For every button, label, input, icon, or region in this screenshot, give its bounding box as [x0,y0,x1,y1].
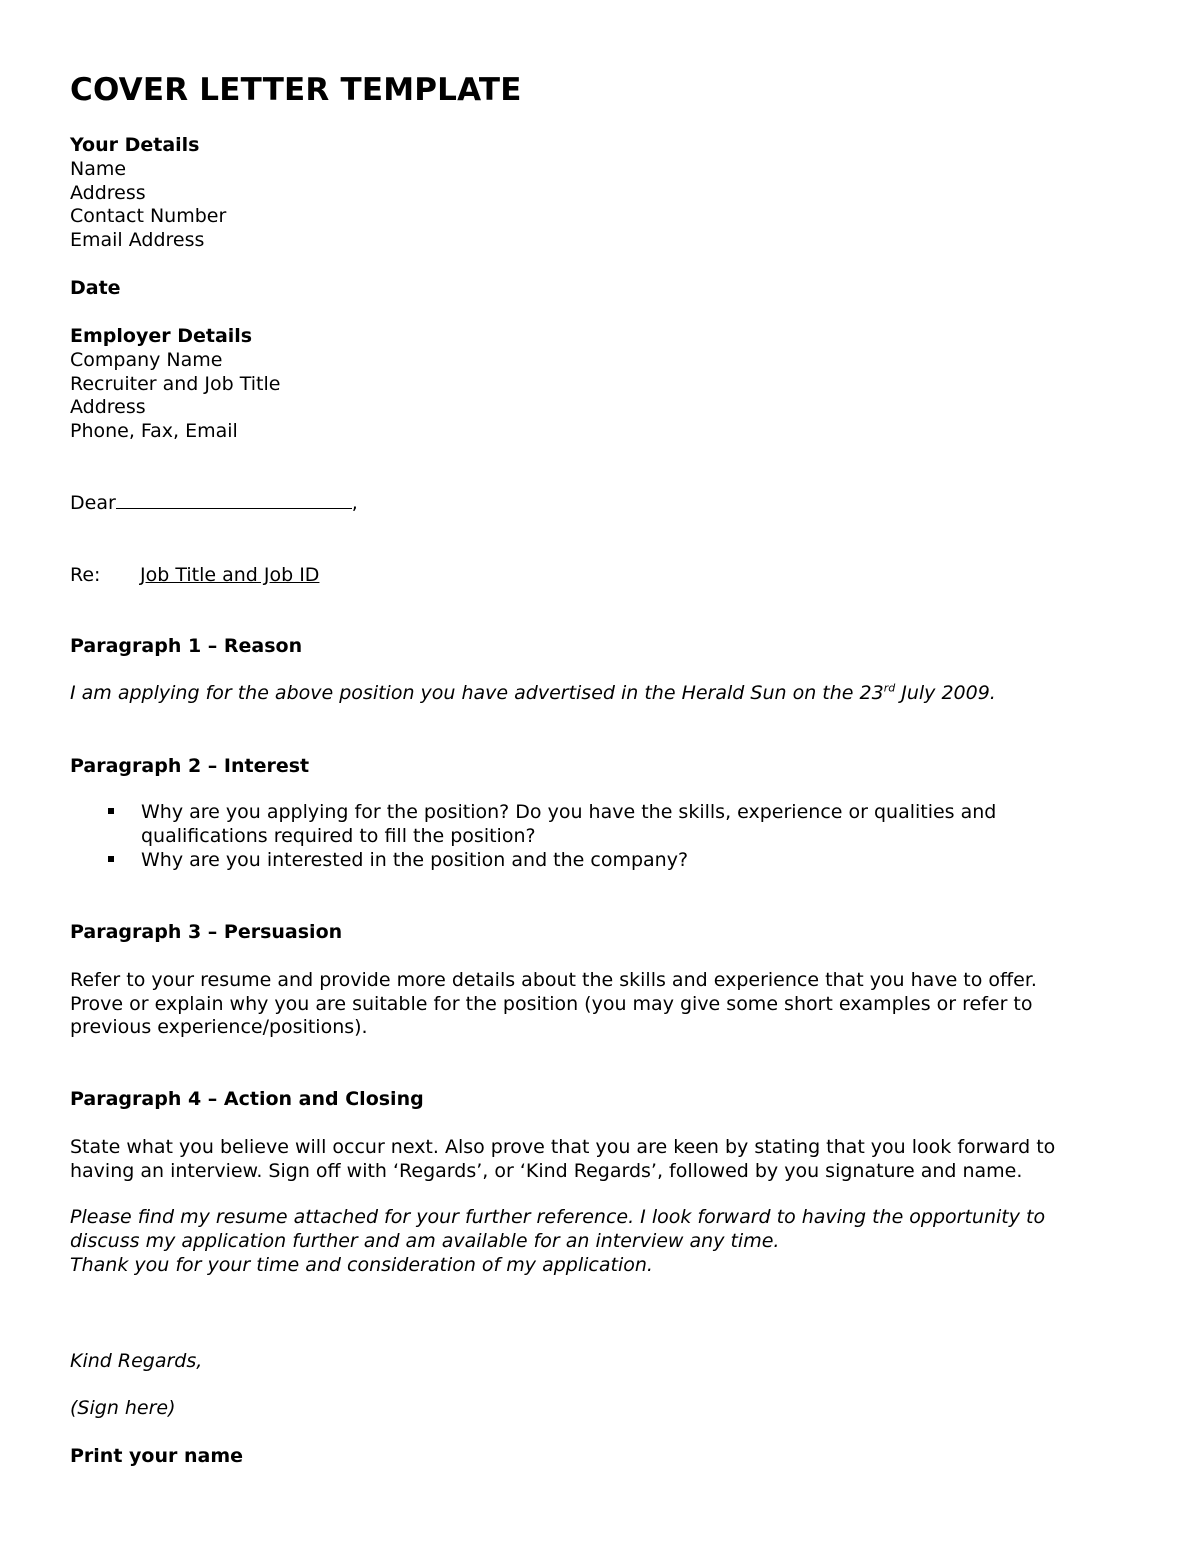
paragraph3-line2: Prove or explain why you are suitable for the position (you may give some short examples or refer to [70,993,1033,1015]
bullet-square-icon [108,808,114,814]
employer-contact: Phone, Fax, Email [70,420,238,442]
paragraph2-bullet1-line1: Why are you applying for the position? Do you have the skills, experience or qualities and [141,801,997,823]
paragraph4-example-line2: discuss my application further and am available for an interview any time. [70,1230,780,1252]
your-details-contact: Contact Number [70,205,227,227]
paragraph1-text-before: I am applying for the above position you have advertised in the Herald Sun on the 23 [70,682,884,704]
paragraph3-line3: previous experience/positions). [70,1016,368,1038]
paragraph4-example-line1: Please find my resume attached for your further reference. I look forward to having the opportunity to [70,1206,1046,1228]
paragraph4-heading: Paragraph 4 – Action and Closing [70,1088,424,1110]
salutation-blank [116,491,352,509]
document-title: COVER LETTER TEMPLATE [70,72,522,108]
your-details-email: Email Address [70,229,205,251]
paragraph2-bullet2: Why are you interested in the position and the company? [141,849,689,871]
closing-regards: Kind Regards, [70,1350,203,1372]
salutation-prefix: Dear [70,492,116,514]
salutation-suffix: , [351,492,358,514]
closing-print-name: Print your name [70,1445,244,1467]
paragraph3-line1: Refer to your resume and provide more details about the skills and experience that you have to offer. [70,969,1037,991]
your-details-heading: Your Details [70,134,200,156]
closing-sign-here: (Sign here) [70,1397,176,1419]
paragraph2-bullet1-line2: qualifications required to fill the position? [141,825,536,847]
employer-address: Address [70,396,146,418]
date-label: Date [70,277,121,299]
employer-company: Company Name [70,349,223,371]
employer-details-heading: Employer Details [70,325,253,347]
your-details-name: Name [70,158,127,180]
paragraph4-example-line3: Thank you for your time and consideration of my application. [70,1254,653,1276]
your-details-address: Address [70,182,146,204]
re-text: Job Title and Job ID [140,564,320,586]
paragraph1-text [70,681,996,705]
paragraph4-line2: having an interview. Sign off with ‘Regards’, or ‘Kind Regards’, followed by you signature and name. [70,1160,1023,1182]
re-label: Re: [70,564,101,586]
paragraph1-heading: Paragraph 1 – Reason [70,635,303,657]
paragraph3-heading: Paragraph 3 – Persuasion [70,921,343,943]
paragraph1-text-after: July 2009. [895,682,996,704]
paragraph4-line1: State what you believe will occur next. Also prove that you are keen by stating that you look forward to [70,1136,1056,1158]
salutation [70,491,358,515]
paragraph2-heading: Paragraph 2 – Interest [70,755,310,777]
re-line [70,563,319,587]
bullet-square-icon [108,856,114,862]
employer-recruiter: Recruiter and Job Title [70,373,281,395]
paragraph1-superscript: rd [883,681,896,695]
